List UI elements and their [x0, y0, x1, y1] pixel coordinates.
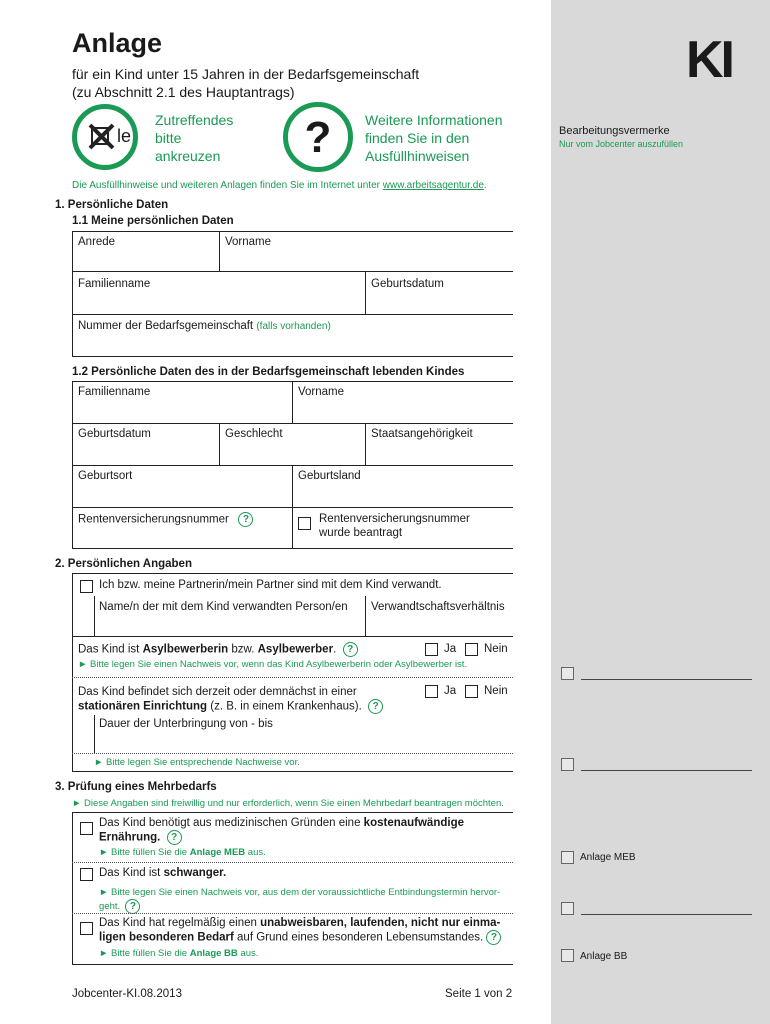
stationaer-ja-checkbox[interactable]	[425, 685, 438, 698]
geburtsdatum-field[interactable]: Geburtsdatum	[371, 278, 444, 290]
website-link[interactable]: www.arbeitsagentur.de	[382, 180, 484, 191]
name-verwandt-field[interactable]: Name/n der mit dem Kind verwandten Person/en	[99, 601, 348, 613]
section-2-title: 2. Persönlichen Angaben	[55, 558, 192, 570]
schwanger-note: ► Bitte legen Sie einen Nachweis vor, aus dem der voraussichtliche Entbindungstermin hervor- geht. ?	[99, 887, 501, 913]
bb-note: ► Bitte füllen Sie die Anlage BB aus.	[99, 948, 259, 959]
meb-checkbox[interactable]	[80, 822, 93, 835]
footer-page-number: Seite 1 von 2	[445, 988, 513, 1000]
form-code: KI	[686, 31, 732, 89]
help-icon[interactable]: ?	[486, 930, 501, 945]
help-icon[interactable]: ?	[368, 699, 383, 714]
office-checkbox-meb[interactable]	[561, 851, 574, 864]
help-icon[interactable]: ?	[238, 512, 253, 527]
meb-note: ► Bitte füllen Sie die Anlage MEB aus.	[99, 847, 266, 858]
stationaer-nein-checkbox[interactable]	[465, 685, 478, 698]
internet-note: Die Ausfüllhinweise und weiteren Anlagen finden Sie im Internet unter www.arbeitsagentur.de.	[72, 180, 487, 191]
verhaeltnis-field[interactable]: Verwandtschaftsverhältnis	[371, 601, 505, 613]
help-icon[interactable]: ?	[125, 899, 140, 914]
rv-beantragt-checkbox[interactable]	[298, 517, 311, 530]
office-checkbox-3[interactable]	[561, 902, 574, 915]
section-1-1-title: 1.1 Meine persönlichen Daten	[72, 215, 234, 227]
rv-nummer-field[interactable]: Rentenversicherungsnummer ?	[78, 512, 253, 527]
kind-familienname-field[interactable]: Familienname	[78, 386, 151, 398]
kind-staatsangehoerigkeit-field[interactable]: Staatsangehörigkeit	[371, 428, 473, 440]
office-checkbox-2[interactable]	[561, 758, 574, 771]
stationaer-note: ► Bitte legen Sie entsprechende Nachweise vor.	[94, 757, 300, 768]
footer-form-id: Jobcenter-KI.08.2013	[72, 988, 182, 1000]
check-legend-partial: le	[117, 126, 132, 146]
info-legend-icon: ?	[283, 102, 353, 172]
rv-beantragt-label: Rentenversicherungsnummer wurde beantragt	[319, 513, 470, 539]
asyl-nein-label: Nein	[484, 643, 508, 655]
kind-geburtsland-field[interactable]: Geburtsland	[298, 470, 361, 482]
office-checkbox-bb[interactable]	[561, 949, 574, 962]
info-legend-text: Weitere Informationen finden Sie in den Ausfüllhinweisen	[365, 112, 503, 164]
familienname-field[interactable]: Familienname	[78, 278, 151, 290]
processing-panel	[551, 0, 770, 1024]
verwandt-checkbox[interactable]	[80, 580, 93, 593]
anrede-field[interactable]: Anrede	[78, 236, 116, 248]
kind-geschlecht-field[interactable]: Geschlecht	[225, 428, 283, 440]
bb-label: Das Kind hat regelmäßig einen unabweisbaren, laufenden, nicht nur einma- ligen besonderen Bedarf auf Grund eines besonderen Lebensumstandes. ?	[99, 917, 501, 944]
kind-geburtsdatum-field[interactable]: Geburtsdatum	[78, 428, 151, 440]
office-checkbox-1[interactable]	[561, 667, 574, 680]
section-1-2-title: 1.2 Persönliche Daten des in der Bedarfsgemeinschaft lebenden Kindes	[72, 366, 465, 378]
dauer-field[interactable]: Dauer der Unterbringung von - bis	[99, 718, 273, 730]
office-anlage-bb-label: Anlage BB	[580, 951, 628, 962]
stationaer-ja-label: Ja	[444, 685, 457, 697]
asyl-label: Das Kind ist Asylbewerberin bzw. Asylbewerber. ?	[78, 642, 358, 657]
sidebar-title: Bearbeitungsvermerke	[559, 125, 670, 137]
check-legend-text: Zutreffendes bitte ankreuzen	[155, 112, 234, 164]
stationaer-nein-label: Nein	[484, 685, 508, 697]
kind-geburtsort-field[interactable]: Geburtsort	[78, 470, 133, 482]
meb-label: Das Kind benötigt aus medizinischen Gründen eine kostenaufwändige Ernährung. ?	[99, 817, 464, 844]
stationaer-label: Das Kind befindet sich derzeit oder demnächst in einer stationären Einrichtung (z. B. in einem Krankenhaus). ?	[78, 685, 383, 714]
bb-checkbox[interactable]	[80, 922, 93, 935]
check-legend-icon	[72, 104, 138, 170]
page-subtitle-2: (zu Abschnitt 2.1 des Hauptantrags)	[72, 84, 295, 100]
page-subtitle-1: für ein Kind unter 15 Jahren in der Bedarfsgemeinschaft	[72, 66, 420, 82]
schwanger-checkbox[interactable]	[80, 868, 93, 881]
asyl-note: ► Bitte legen Sie einen Nachweis vor, wenn das Kind Asylbewerberin oder Asylbewerber ist.	[78, 659, 468, 670]
section-3-title: 3. Prüfung eines Mehrbedarfs	[55, 781, 217, 793]
help-icon[interactable]: ?	[167, 830, 182, 845]
asyl-ja-label: Ja	[444, 643, 457, 655]
office-anlage-meb-label: Anlage MEB	[580, 852, 636, 863]
sidebar-subtitle: Nur vom Jobcenter auszufüllen	[559, 139, 684, 149]
vorname-field[interactable]: Vorname	[225, 236, 272, 248]
section-3-intro: ► Diese Angaben sind freiwillig und nur erforderlich, wenn Sie einen Mehrbedarf beantragen möchten.	[72, 798, 504, 809]
page-title: Anlage	[72, 28, 163, 58]
section-1-title: 1. Persönliche Daten	[55, 199, 169, 211]
verwandt-label: Ich bzw. meine Partnerin/mein Partner sind mit dem Kind verwandt.	[99, 579, 442, 591]
help-icon[interactable]: ?	[343, 642, 358, 657]
asyl-nein-checkbox[interactable]	[465, 643, 478, 656]
kind-vorname-field[interactable]: Vorname	[298, 386, 345, 398]
schwanger-label: Das Kind ist schwanger.	[99, 867, 227, 879]
asyl-ja-checkbox[interactable]	[425, 643, 438, 656]
bg-nummer-field[interactable]: Nummer der Bedarfsgemeinschaft (falls vorhanden)	[78, 320, 331, 332]
